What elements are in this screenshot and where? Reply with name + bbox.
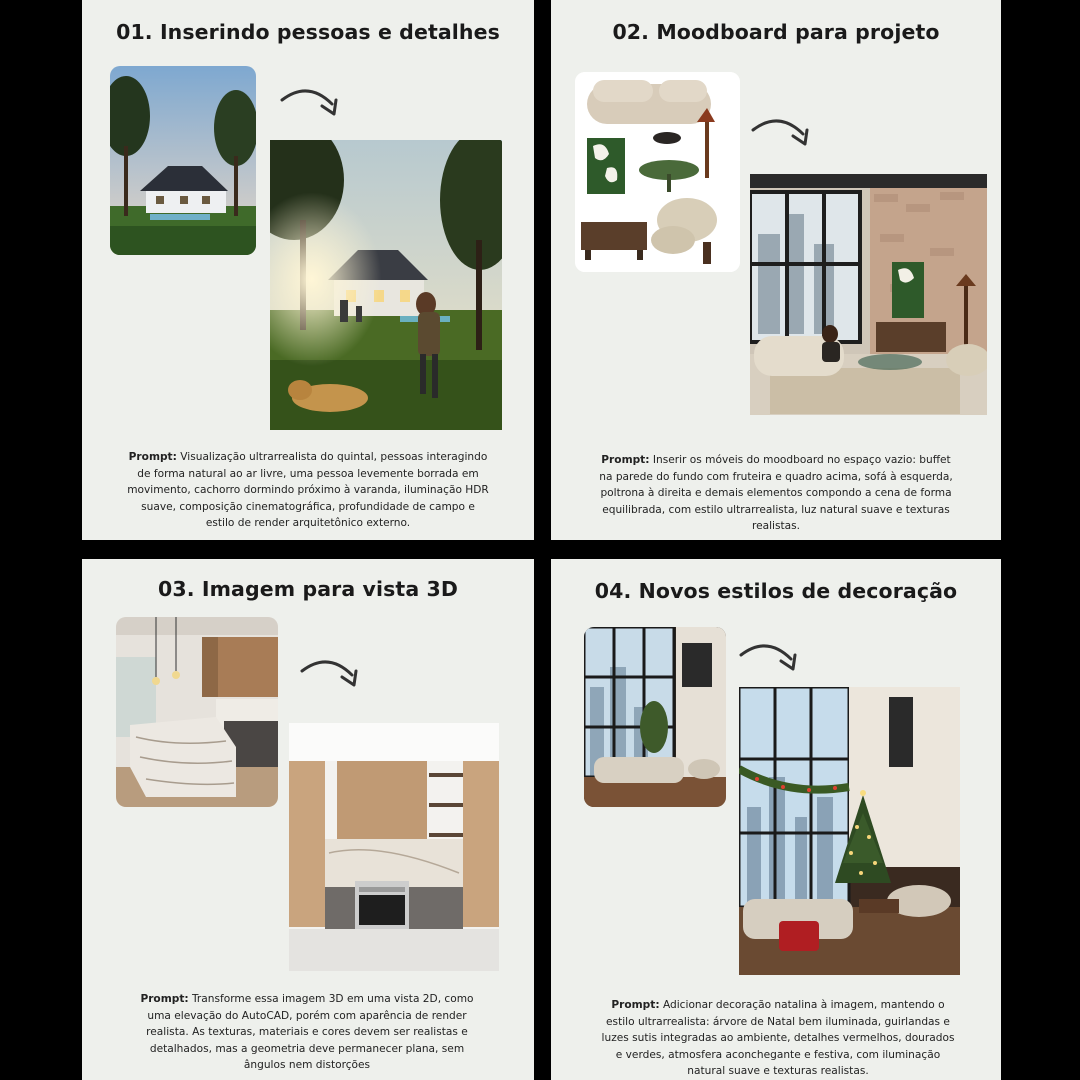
panel-title: [551, 20, 1001, 44]
panel-3d-view: [82, 559, 534, 1080]
panel-title: [82, 20, 534, 44]
prompt-body: Inserir os móveis do moodboard no espaço vazio: buffet na parede do fundo com fruteira e quadro acima, sofá à esquerda, poltrona à direita e demais elementos compondo a cena de forma equilibrada, com estilo ultrarrealista, luz natural suave e texturas realistas.: [599, 454, 953, 533]
panel-title: [551, 579, 1001, 603]
prompt-body: Visualização ultrarrealista do quintal, pessoas interagindo de forma natural ao ar livre, uma pessoa levemente borrada em movimento, cachorro dormindo próximo à varanda, iluminação HDR suave, composição cinematográfica, profundidade de campo e estilo de render arquitetônico externo.: [127, 451, 489, 530]
panel-title-text: Novos estilos de decoração: [638, 579, 958, 603]
prompt-label: Prompt:: [611, 999, 660, 1011]
panel-title-text: Imagem para vista 3D: [201, 577, 458, 601]
curved-arrow-icon: [278, 82, 344, 122]
curved-arrow-icon: [737, 637, 803, 677]
panel-title-text: Moodboard para projeto: [656, 20, 940, 44]
panel-number: 04.: [594, 579, 632, 603]
prompt-label: Prompt:: [601, 454, 650, 466]
prompt-text: [599, 997, 957, 1080]
panel-number: 01.: [116, 20, 153, 44]
prompt-body: Transforme essa imagem 3D em uma vista 2D, como uma elevação do AutoCAD, porém com aparência de render realista. As texturas, materiais e cores devem ser realistas e detalhados, mas a geometria deve permanecer plana, sem ângulos nem distorções: [146, 993, 474, 1072]
prompt-text: [595, 452, 957, 535]
panel-title-text: Inserindo pessoas e detalhes: [159, 20, 500, 44]
prompt-body: Adicionar decoração natalina à imagem, mantendo o estilo ultrarrealista: árvore de Natal bem iluminada, guirlandas e luzes sutis integradas ao ambiente, detalhes vermelhos, dourados e verdes, atmosfera aconchegante e festiva, com iluminação natural suave e texturas realistas.: [601, 999, 955, 1078]
curved-arrow-icon: [749, 112, 815, 152]
moodboard-image: [575, 72, 740, 272]
prompt-label: Prompt:: [128, 451, 177, 463]
loft-christmas-image: [739, 687, 960, 975]
prompt-label: Prompt:: [140, 993, 189, 1005]
prompt-text: [128, 991, 486, 1074]
panel-title: [82, 577, 534, 601]
panel-people-details: [82, 0, 534, 540]
panel-moodboard: [551, 0, 1001, 540]
curved-arrow-icon: [298, 653, 364, 693]
panel-number: 03.: [157, 577, 195, 601]
kitchen-2d-elevation-image: [289, 723, 499, 971]
panel-decoration-styles: [551, 559, 1001, 1080]
living-room-image: [750, 174, 987, 415]
kitchen-3d-image: [116, 617, 278, 807]
house-before-image: [110, 66, 256, 255]
house-after-image: [270, 140, 502, 430]
panel-number: 02.: [612, 20, 650, 44]
prompt-text: [126, 449, 490, 532]
loft-before-image: [584, 627, 726, 807]
